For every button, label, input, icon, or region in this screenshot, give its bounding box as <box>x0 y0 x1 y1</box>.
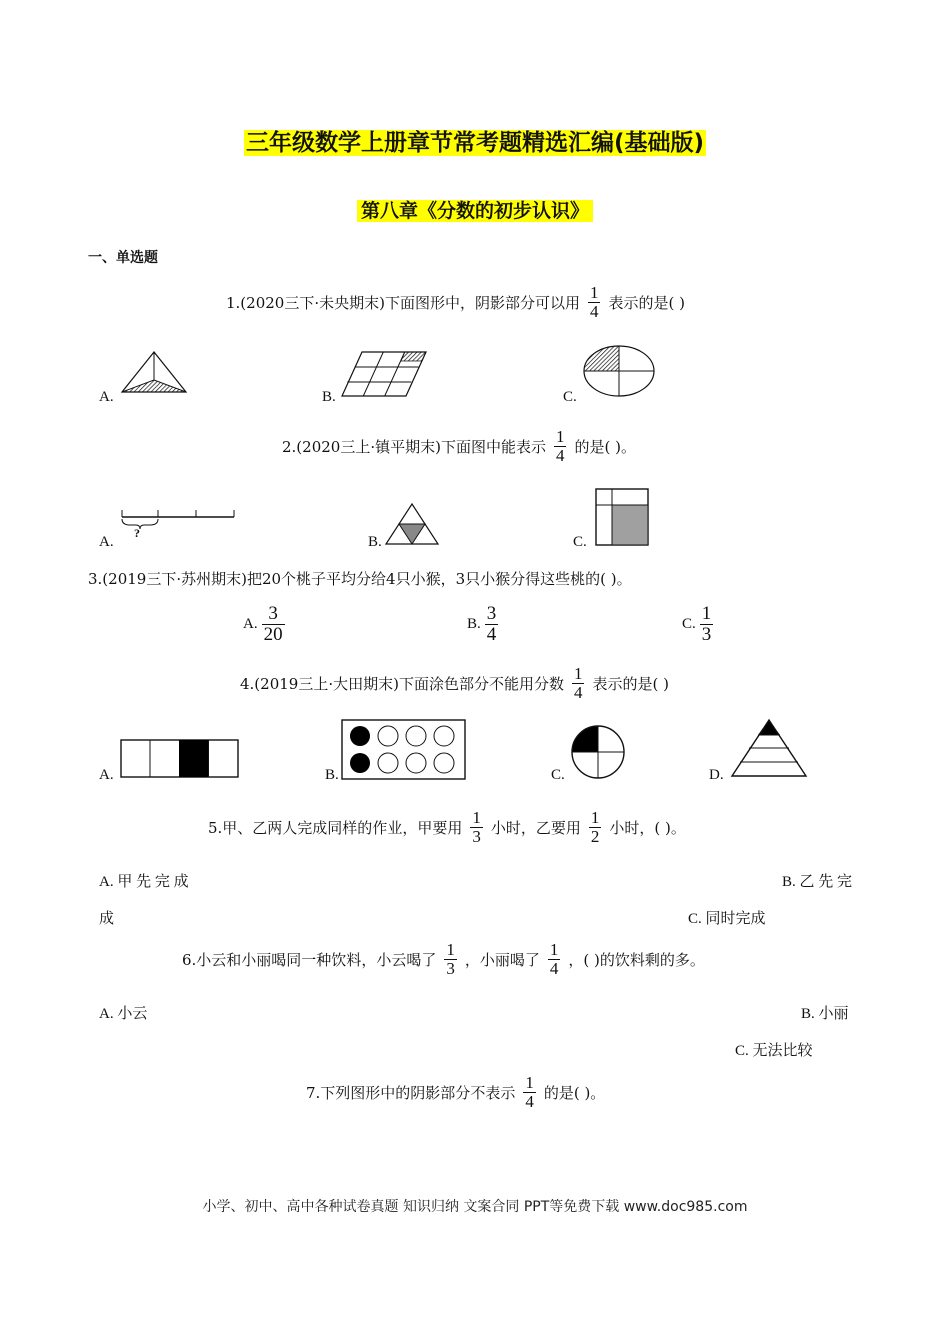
q7-fraction <box>523 1074 536 1111</box>
q3-b-num: 3 <box>486 603 497 624</box>
chapter-title <box>0 196 950 223</box>
q5-fraction-1 <box>470 809 483 846</box>
q1-den: 4 <box>589 301 599 321</box>
question-4 <box>240 665 669 702</box>
q4-option-c-label: C. <box>551 767 565 783</box>
q5-text: 5.甲、乙两人完成同样的作业，甲要用 <box>208 818 463 837</box>
q5-option-b-continued: 成 <box>99 911 115 927</box>
q1-text-after: 表示的是( ) <box>608 293 685 312</box>
document-title <box>0 124 950 157</box>
q6-option-a: A. 小云 <box>99 1006 148 1022</box>
q5-option-a: A. 甲 先 完 成 <box>99 874 189 890</box>
q4-circles-figure <box>341 719 467 781</box>
q2-option-c-label: C. <box>573 534 587 550</box>
q1-parallelogram-figure <box>338 350 430 400</box>
q1-option-a-label: A. <box>99 389 114 405</box>
chapter-text: 第八章《分数的初步认识》 <box>357 200 593 222</box>
q7-text: 7.下列图形中的阴影部分不表示 <box>306 1083 516 1102</box>
q2-text-after: 的是( )。 <box>574 437 636 456</box>
q6-den2: 4 <box>549 958 559 978</box>
q3-option-c-fraction <box>700 604 714 645</box>
q1-option-c-label: C. <box>563 389 577 405</box>
q5-option-c: C. 同时完成 <box>688 911 766 927</box>
q5-den2: 2 <box>590 826 600 846</box>
q6-option-b: B. 小丽 <box>801 1006 849 1022</box>
q6-option-c: C. 无法比较 <box>735 1043 813 1059</box>
q1-text: 1.(2020三下·未央期末)下面图形中，阴影部分可以用 <box>226 293 580 312</box>
q6-text-mid: ，小丽喝了 <box>464 950 540 969</box>
q4-option-b-label: B. <box>325 767 339 783</box>
q3-option-b-label: B. <box>467 615 481 632</box>
q1-triangle-figure <box>118 348 190 396</box>
q2-text: 2.(2020三上·镇平期末)下面图中能表示 <box>282 437 546 456</box>
q2-option-a-label: A. <box>99 534 114 550</box>
q4-pyramid-figure <box>730 718 808 780</box>
q4-num: 1 <box>573 664 583 683</box>
q5-num1: 1 <box>472 808 481 827</box>
q1-option-b-label: B. <box>322 389 336 405</box>
q6-text: 6.小云和小丽喝同一种饮料，小云喝了 <box>182 950 437 969</box>
q3-option-b <box>467 604 506 645</box>
q4-option-a-label: A. <box>99 767 114 783</box>
q2-fraction <box>554 428 567 465</box>
q2-rectangle-figure <box>594 487 650 547</box>
title-text: 三年级数学上册章节常考题精选汇编(基础版) <box>245 130 705 156</box>
q7-text-after: 的是( )。 <box>543 1083 606 1102</box>
page-footer: 小学、初中、高中各种试卷真题 知识归纳 文案合同 PPT等免费下载 www.doc985.com <box>202 1199 748 1215</box>
question-6 <box>182 941 705 978</box>
question-7 <box>306 1074 605 1111</box>
q6-num1: 1 <box>446 940 455 959</box>
q4-bar-figure <box>120 739 240 779</box>
q6-fraction-2 <box>548 941 561 978</box>
q1-num: 1 <box>589 283 599 302</box>
q5-option-b: B. 乙 先 完 <box>782 874 853 890</box>
q4-circle-figure <box>570 724 626 780</box>
q5-text-mid: 小时，乙要用 <box>490 818 581 837</box>
q5-text-after: 小时，( )。 <box>609 818 686 837</box>
q5-den1: 3 <box>472 826 481 846</box>
q6-num2: 1 <box>549 940 559 959</box>
q5-num2: 1 <box>590 808 600 827</box>
q2-option-b-label: B. <box>368 534 382 550</box>
question-5 <box>208 809 686 846</box>
q3-option-c-label: C. <box>682 615 696 632</box>
q1-ellipse-figure <box>582 344 656 400</box>
q7-den: 4 <box>525 1091 534 1111</box>
q3-a-num: 3 <box>268 603 278 624</box>
q5-fraction-2 <box>589 809 602 846</box>
section-heading: 一、单选题 <box>88 250 158 266</box>
q3-a-den: 20 <box>263 623 283 645</box>
q3-option-a-label: A. <box>243 615 258 632</box>
q6-text-after: ，( )的饮料剩的多。 <box>568 950 705 969</box>
q3-option-a-fraction <box>262 604 285 645</box>
q4-den: 4 <box>573 682 583 702</box>
q6-fraction-1 <box>444 941 457 978</box>
question-3: 3.(2019三下·苏州期末)把20个桃子平均分给4只小猴，3只小猴分得这些桃的( )。 <box>88 570 632 588</box>
q3-option-c <box>682 604 721 645</box>
q4-text-after: 表示的是( ) <box>592 674 669 693</box>
q3-c-num: 1 <box>701 603 712 624</box>
q3-c-den: 3 <box>701 623 712 645</box>
q4-option-d-label: D. <box>709 767 724 783</box>
q3-option-a <box>243 604 293 645</box>
q2-triangle-figure <box>384 502 440 546</box>
q2-den: 4 <box>555 445 565 465</box>
q4-fraction <box>572 665 585 702</box>
question-2 <box>282 428 636 465</box>
q2-num: 1 <box>555 427 565 446</box>
q6-den1: 3 <box>446 958 455 978</box>
question-1 <box>226 284 685 321</box>
q3-b-den: 4 <box>486 623 497 645</box>
q7-num: 1 <box>525 1073 534 1092</box>
q2-question-mark: ? <box>134 526 140 540</box>
q3-option-b-fraction <box>485 604 499 645</box>
q1-fraction <box>588 284 601 321</box>
q4-text: 4.(2019三上·大田期末)下面涂色部分不能用分数 <box>240 674 564 693</box>
